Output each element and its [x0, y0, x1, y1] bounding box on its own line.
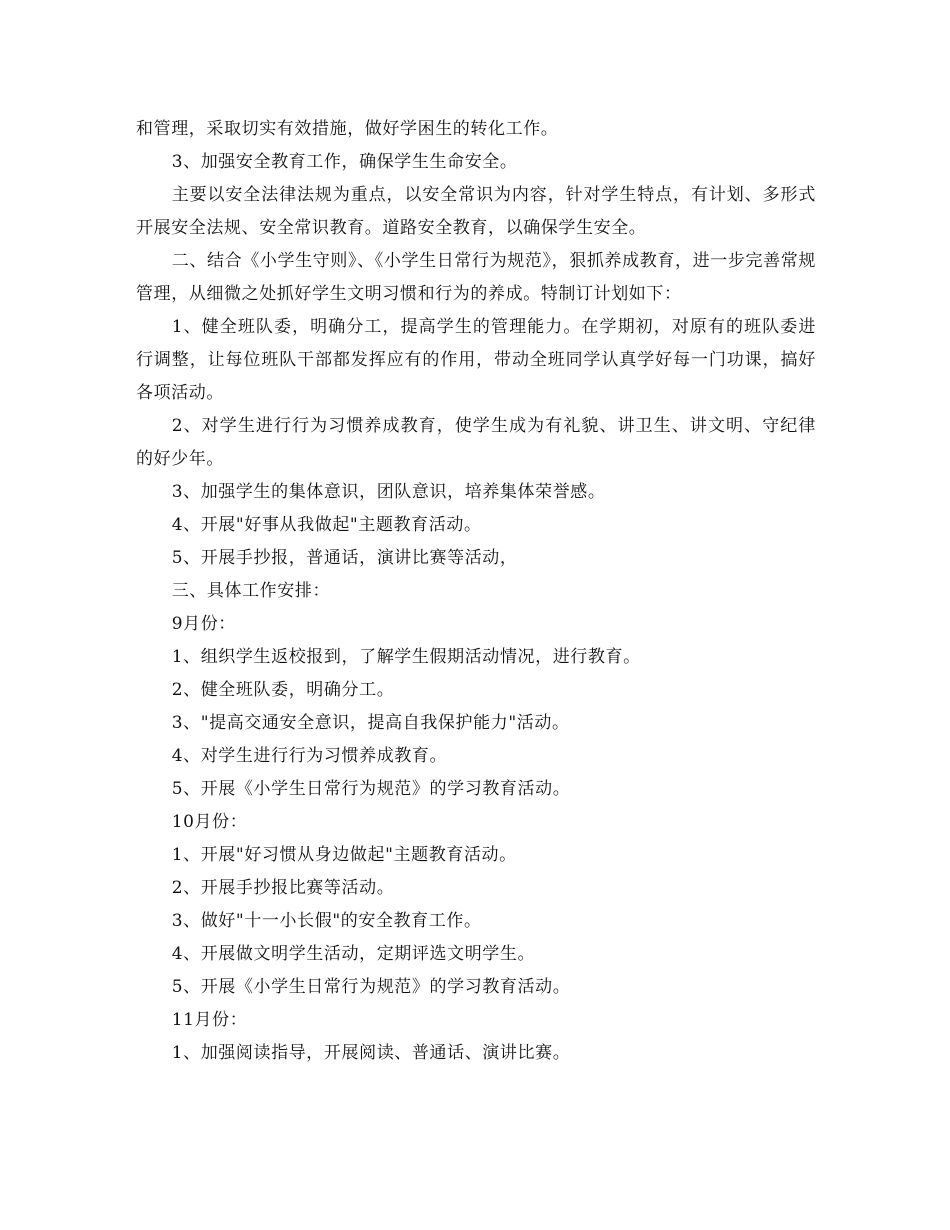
list-item: 5、开展《小学生日常行为规范》的学习教育活动。: [171, 977, 571, 997]
paragraph-9: 5、开展手抄报，普通话，演讲比赛等活动，: [171, 548, 518, 568]
month-heading-november: 11月份：: [171, 1010, 248, 1030]
paragraph-5: 1、健全班队委，明确分工，提高学生的管理能力。在学期初，对原有的班队委进行调整，让每位班队干部都发挥应有的作用，带动全班同学认真学好每一门功课，搞好各项活动。: [136, 317, 816, 403]
list-item: 2、开展手抄报比赛等活动。: [171, 878, 395, 898]
list-item: 4、开展做文明学生活动，定期评选文明学生。: [171, 944, 536, 964]
paragraph-2: 3、加强安全教育工作，确保学生生命安全。: [171, 152, 518, 172]
paragraph-3: 主要以安全法律法规为重点，以安全常识为内容，针对学生特点，有计划、多形式开展安全法规、安全常识教育。道路安全教育，以确保学生安全。: [136, 185, 816, 238]
month-heading-september: 9月份：: [171, 614, 236, 634]
month-heading-october: 10月份：: [171, 812, 248, 832]
list-item: 1、加强阅读指导，开展阅读、普通话、演讲比赛。: [171, 1043, 571, 1063]
list-item: 4、对学生进行行为习惯养成教育。: [171, 746, 448, 766]
paragraph-7: 3、加强学生的集体意识，团队意识，培养集体荣誉感。: [171, 482, 606, 502]
list-item: 5、开展《小学生日常行为规范》的学习教育活动。: [171, 779, 571, 799]
paragraph-1: 和管理，采取切实有效措施，做好学困生的转化工作。: [136, 119, 559, 139]
paragraph-8: 4、开展"好事从我做起"主题教育活动。: [171, 515, 482, 535]
list-item: 1、组织学生返校报到，了解学生假期活动情况，进行教育。: [171, 647, 641, 667]
list-item: 2、健全班队委，明确分工。: [171, 680, 395, 700]
document-body: [136, 113, 816, 1070]
section-heading-schedule: 三、具体工作安排：: [171, 581, 331, 601]
paragraph-4: 二、结合《小学生守则》、《小学生日常行为规范》，狠抓养成教育，进一步完善常规管理，从细微之处抓好学生文明习惯和行为的养成。特制订计划如下：: [136, 251, 816, 304]
list-item: 3、"提高交通安全意识，提高自我保护能力"活动。: [171, 713, 570, 733]
list-item: 3、做好"十一小长假"的安全教育工作。: [171, 911, 482, 931]
list-item: 1、开展"好习惯从身边做起"主题教育活动。: [171, 845, 517, 865]
paragraph-6: 2、对学生进行行为习惯养成教育，使学生成为有礼貌、讲卫生、讲文明、守纪律的好少年。: [136, 416, 816, 469]
